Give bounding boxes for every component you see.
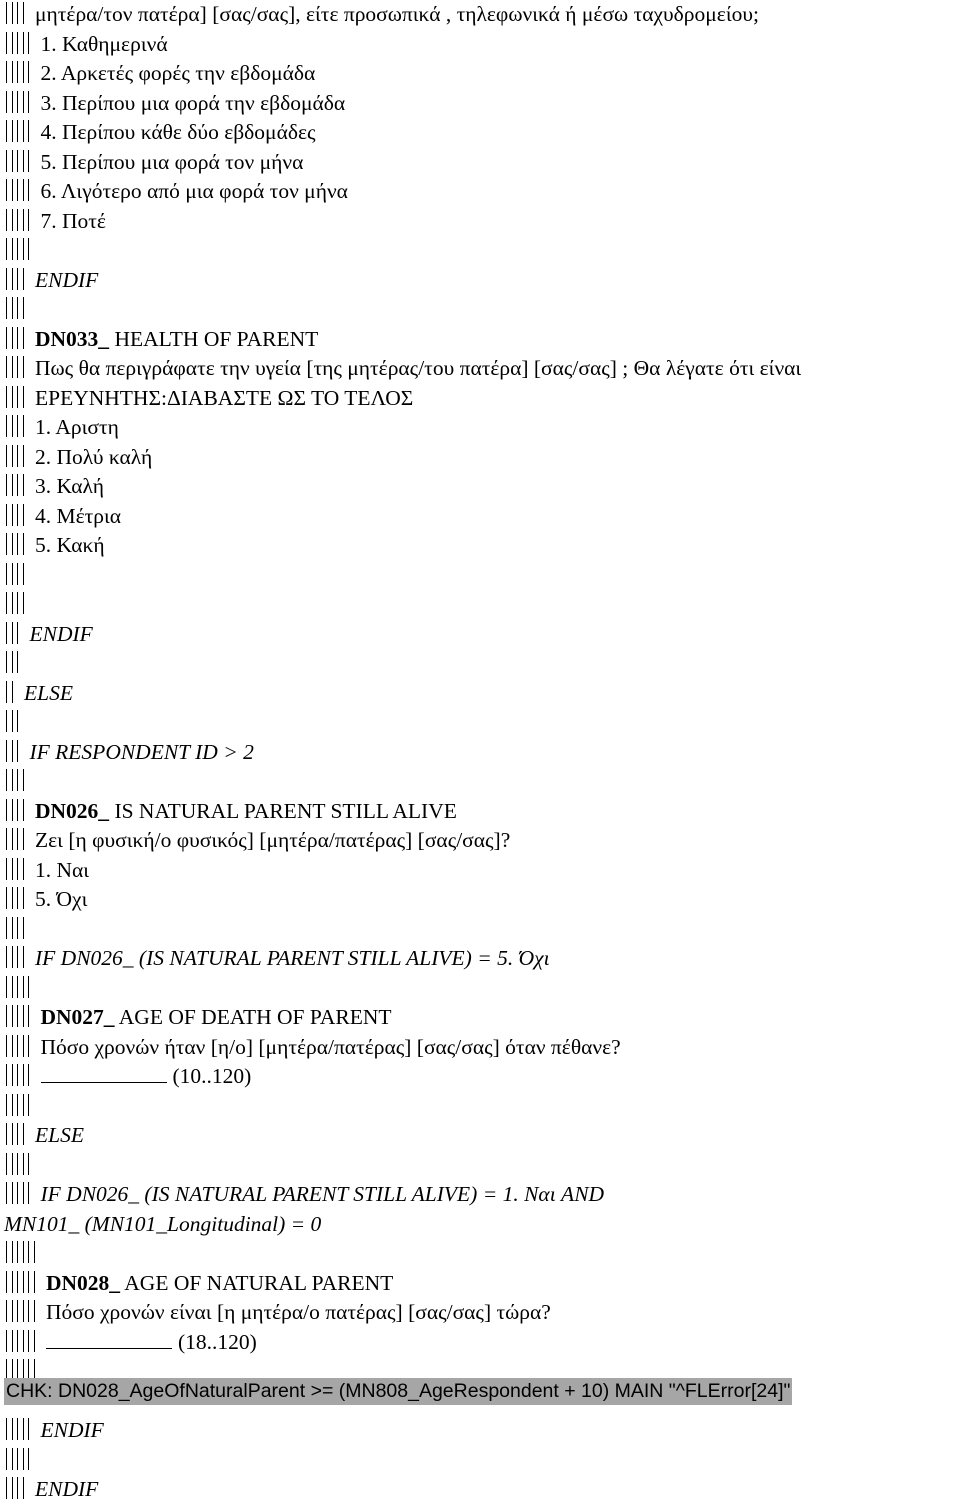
questionnaire-line (4, 118, 316, 147)
questionnaire-line (4, 738, 254, 767)
questionnaire-line (4, 266, 98, 295)
line-text: 5. Περίπου μια φορά τον μήνα (40, 150, 304, 174)
line-text: (18..120) (178, 1330, 257, 1354)
questionnaire-line (4, 413, 119, 442)
questionnaire-line (4, 1239, 46, 1268)
questionnaire-line (4, 384, 413, 413)
routing-text: ELSE (35, 1123, 84, 1147)
line-text: μητέρα/τον πατέρα] [σας/σας], είτε προσωπικά , τηλεφωνικά ή μέσω ταχυδρομείου; (35, 2, 759, 26)
questionnaire-line (4, 944, 550, 973)
answer-blank[interactable] (46, 1330, 172, 1349)
questionnaire-line (4, 708, 30, 737)
routing-text: IF DN026_ (IS NATURAL PARENT STILL ALIVE) = 1. Ναι AND (40, 1182, 605, 1206)
question-code: DN027_ (40, 1005, 115, 1029)
line-text: Ζει [η φυσική/ο φυσικός] [μητέρα/πατέρας] [σας/σας]? (35, 828, 511, 852)
questionnaire-line (4, 590, 35, 619)
questionnaire-line (4, 1475, 98, 1504)
questionnaire-line (4, 1269, 393, 1298)
line-text: 5. Κακή (35, 533, 105, 557)
questionnaire-line (4, 561, 35, 590)
questionnaire-line (4, 89, 345, 118)
line-text: HEALTH OF PARENT (114, 327, 319, 351)
routing-text: ENDIF (29, 622, 93, 646)
line-text: 4. Μέτρια (35, 504, 122, 528)
questionnaire-line (4, 1003, 392, 1032)
questionnaire-line (4, 767, 35, 796)
question-code: DN026_ (35, 799, 110, 823)
line-text: 1. Ναι (35, 858, 90, 882)
questionnaire-line (4, 295, 35, 324)
questionnaire-line (4, 59, 315, 88)
questionnaire-line (4, 30, 168, 59)
line-text: AGE OF DEATH OF PARENT (118, 1005, 392, 1029)
questionnaire-line (4, 1328, 257, 1357)
questionnaire-line (4, 620, 93, 649)
line-text: 7. Ποτέ (40, 209, 106, 233)
questionnaire-line (4, 826, 510, 855)
line-text: Πως θα περιγράφατε την υγεία [της μητέρας/του πατέρα] [σας/σας] ; Θα λέγατε ότι είναι (35, 356, 802, 380)
questionnaire-line (4, 1210, 321, 1239)
answer-blank[interactable] (41, 1064, 167, 1083)
questionnaire-line (4, 1298, 551, 1327)
routing-text: ELSE (24, 681, 73, 705)
questionnaire-line (4, 1446, 41, 1475)
line-text: Πόσο χρονών ήταν [η/ο] [μητέρα/πατέρας] [σας/σας] όταν πέθανε? (40, 1035, 621, 1059)
questionnaire-line (4, 1121, 84, 1150)
line-text: 3. Καλή (35, 474, 104, 498)
chk-statement: CHK: DN028_AgeOfNaturalParent >= (MN808_AgeRespondent + 10) MAIN "^FLError[24]" (4, 1378, 792, 1405)
questionnaire-line (4, 1092, 41, 1121)
questionnaire-line (4, 207, 106, 236)
questionnaire-line (4, 1151, 41, 1180)
questionnaire-line (4, 472, 104, 501)
questionnaire-line (4, 325, 318, 354)
line-text: 1. Καθημερινά (40, 32, 168, 56)
questionnaire-line (4, 885, 87, 914)
questionnaire-line (4, 974, 41, 1003)
routing-text: IF RESPONDENT ID > 2 (29, 740, 254, 764)
line-text: 6. Λιγότερο από μια φορά τον μήνα (40, 179, 348, 203)
routing-text: ENDIF (40, 1418, 104, 1442)
routing-text: IF DN026_ (IS NATURAL PARENT STILL ALIVE) = 5. Όχι (35, 946, 550, 970)
questionnaire-line (4, 531, 105, 560)
questionnaire-line (4, 1062, 251, 1091)
questionnaire-line (4, 354, 801, 383)
routing-text: ENDIF (35, 268, 99, 292)
questionnaire-line (4, 0, 759, 29)
line-text: (10..120) (172, 1064, 252, 1088)
line-text: IS NATURAL PARENT STILL ALIVE (114, 799, 457, 823)
questionnaire-line (4, 679, 73, 708)
line-text: 2. Αρκετές φορές την εβδομάδα (40, 61, 316, 85)
questionnaire-line (4, 915, 35, 944)
line-text: 2. Πολύ καλή (35, 445, 153, 469)
questionnaire-line (4, 502, 121, 531)
questionnaire-line (4, 236, 41, 265)
questionnaire-line (4, 856, 89, 885)
questionnaire-line (4, 1416, 104, 1445)
line-text: 5. Όχι (35, 887, 88, 911)
questionnaire-line (4, 1033, 621, 1062)
routing-text: MN101_ (MN101_Longitudinal) = 0 (4, 1212, 322, 1236)
questionnaire-line (4, 649, 30, 678)
questionnaire-line (4, 443, 152, 472)
line-text: ΕΡΕΥΝΗΤΗΣ:ΔΙΑΒΑΣΤΕ ΩΣ ΤΟ ΤΕΛΟΣ (35, 386, 414, 410)
question-code: DN033_ (35, 327, 110, 351)
line-text: 3. Περίπου μια φορά την εβδομάδα (40, 91, 346, 115)
questionnaire-line (4, 177, 348, 206)
questionnaire-line (4, 148, 303, 177)
line-text: AGE OF NATURAL PARENT (124, 1271, 394, 1295)
question-code: DN028_ (46, 1271, 121, 1295)
line-text: Πόσο χρονών είναι [η μητέρα/ο πατέρας] [σας/σας] τώρα? (46, 1300, 551, 1324)
line-text: 4. Περίπου κάθε δύο εβδομάδες (40, 120, 316, 144)
questionnaire-line (4, 797, 457, 826)
line-text: 1. Αριστη (35, 415, 119, 439)
routing-text: ENDIF (35, 1477, 99, 1501)
questionnaire-line (4, 1180, 604, 1209)
